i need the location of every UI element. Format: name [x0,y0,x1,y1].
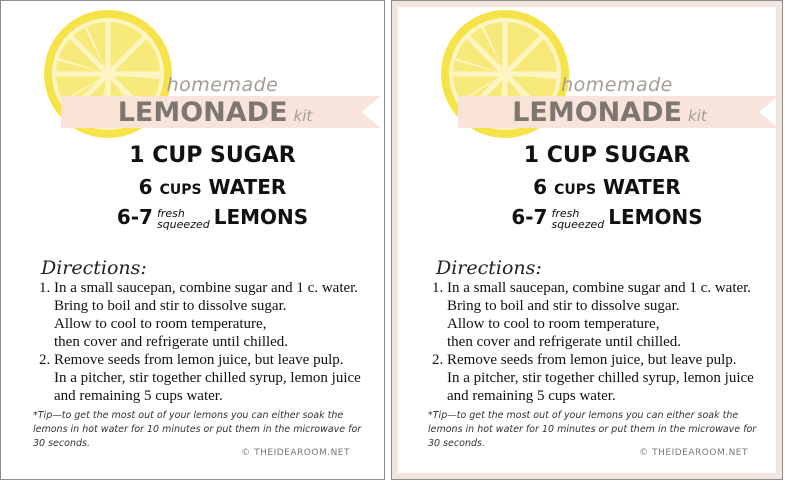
tip-note: *Tip—to get the most out of your lemons you can either soak the lemons in hot water for 10 minutes or put them in the microwave for 30 seconds. [33,410,362,449]
fresh-squeezed-label [157,208,210,230]
water-unit: CUPS [554,182,597,198]
kit-title [392,97,782,128]
step-line: 1. In a small saucepan, combine sugar and 1 c. water. [447,280,752,296]
site-credit: © THEIDEAROOM.NET [639,448,748,458]
squeezed-word: squeezed [551,217,605,231]
lemons-qty: 6-7 [116,205,153,229]
step-1 [447,279,777,351]
ingredient-water [1,175,384,199]
squeezed-word: squeezed [156,217,210,231]
directions-list [412,279,777,405]
homemade-label: homemade [561,74,673,96]
step-line: Bring to boil and stir to dissolve sugar. [54,298,287,314]
step-line: and remaining 5 cups water. [54,388,223,404]
ingredient-lemons [392,205,782,230]
step-line: Allow to cool to room temperature, [54,316,267,332]
step-2 [447,351,777,405]
water-qty: 6 [138,175,153,199]
directions-heading: Directions: [41,257,147,279]
step-line: 1. In a small saucepan, combine sugar and 1 c. water. [54,280,359,296]
fresh-word: fresh [156,206,185,220]
ingredient-lemons [1,205,384,230]
homemade-label: homemade [166,74,279,96]
water-label: WATER [603,175,681,199]
water-label: WATER [208,175,287,199]
step-line: and remaining 5 cups water. [447,388,616,404]
tip-note: *Tip—to get the most out of your lemons you can either soak the lemons in hot water for 10 minutes or put them in the microwave for 30 seconds. [428,410,757,449]
kit-label: kit [688,107,707,125]
fresh-squeezed-label [551,208,604,230]
recipe-card-left [0,0,385,480]
directions-list [19,279,384,405]
ingredient-sugar: 1 CUP SUGAR [523,143,691,168]
ingredient-sugar: 1 CUP SUGAR [129,143,296,168]
step-line: In a pitcher, stir together chilled syrup, lemon juice [54,370,361,386]
step-line: 2. Remove seeds from lemon juice, but leave pulp. [447,352,737,368]
site-credit: © THEIDEAROOM.NET [241,448,350,458]
step-line: Allow to cool to room temperature, [447,316,660,332]
kit-label: kit [293,107,313,125]
lemons-label: LEMONS [213,205,309,229]
kit-title [1,97,384,128]
water-qty: 6 [533,175,548,199]
step-line: Bring to boil and stir to dissolve sugar. [447,298,680,314]
step-line: then cover and refrigerate until chilled. [54,334,289,350]
step-line: 2. Remove seeds from lemon juice, but leave pulp. [54,352,344,368]
lemons-qty: 6-7 [511,205,548,229]
step-line: then cover and refrigerate until chilled. [447,334,682,350]
water-unit: CUPS [159,182,202,198]
ingredient-water [392,175,782,199]
lemonade-title: LEMONADE [512,97,683,128]
lemons-label: LEMONS [608,205,703,229]
step-line: In a pitcher, stir together chilled syrup, lemon juice [447,370,754,386]
step-1 [54,279,384,351]
step-2 [54,351,384,405]
fresh-word: fresh [551,206,580,220]
recipe-card-right [391,0,783,480]
lemonade-title: LEMONADE [117,97,288,128]
directions-heading: Directions: [436,257,542,279]
